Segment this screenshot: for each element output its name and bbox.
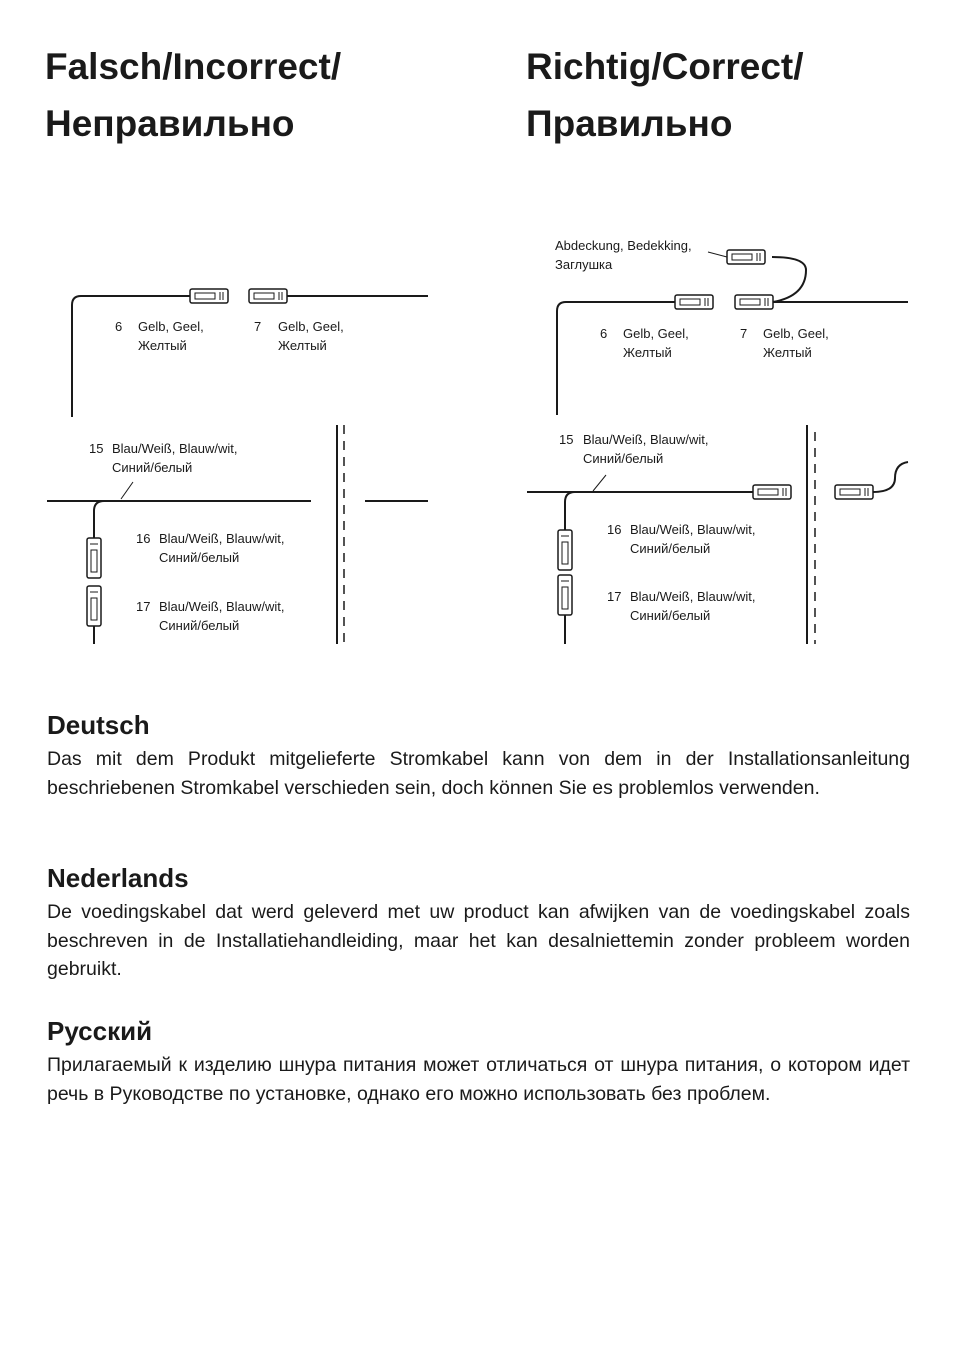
label-15-line1-right: Blau/Weiß, Blauw/wit, <box>583 432 709 447</box>
label-17-num-left: 17 <box>136 599 151 614</box>
label-15-line2-right: Синий/белый <box>583 451 664 466</box>
label-6-line2-left: Желтый <box>138 338 187 353</box>
connector-6-right <box>675 295 713 309</box>
section-title-russian: Русский <box>47 1016 153 1046</box>
wire-6-left <box>72 296 190 417</box>
wire-16-left <box>94 501 104 538</box>
connector-16-right <box>558 530 572 570</box>
label-6-line1-left: Gelb, Geel, <box>138 319 204 334</box>
section-text-nederlands: De voedingskabel dat werd geleverd met uw product kan afwijken van de voedingskabel zoals beschreven in de Installatiehandleiding, maar het kan desalniettemin zonder probleem worden gebruikt. <box>47 901 910 980</box>
connector-16-left <box>87 538 101 578</box>
label-cover-line1: Abdeckung, Bedekking, <box>555 238 692 253</box>
heading-incorrect-line2: Неправильно <box>45 103 295 144</box>
connector-15-mate <box>835 485 873 499</box>
connector-17-left <box>87 586 101 626</box>
label-7-line1-right: Gelb, Geel, <box>763 326 829 341</box>
label-17-line2-left: Синий/белый <box>159 618 240 633</box>
label-7-line1-left: Gelb, Geel, <box>278 319 344 334</box>
label-7-line2-right: Желтый <box>763 345 812 360</box>
connector-7-left <box>249 289 287 303</box>
label-17-line1-left: Blau/Weiß, Blauw/wit, <box>159 599 285 614</box>
connector-15-right <box>753 485 791 499</box>
connector-17-right <box>558 575 572 615</box>
pointer-cover <box>708 252 727 257</box>
label-7-num-left: 7 <box>254 319 262 334</box>
label-16-num-left: 16 <box>136 531 151 546</box>
heading-correct-line2: Правильно <box>526 103 733 144</box>
section-deutsch <box>47 709 910 802</box>
label-16-line2-right: Синий/белый <box>630 541 711 556</box>
section-text-russian: Прилагаемый к изделию шнура питания может отличаться от шнура питания, о котором идет речь в Руководстве по установке, однако его можно использовать без проблем. <box>47 1054 910 1105</box>
section-title-nederlands: Nederlands <box>47 863 189 893</box>
label-16-num-right: 16 <box>607 522 622 537</box>
diagram-incorrect <box>47 289 428 644</box>
wire-15-mate <box>873 462 908 492</box>
label-15-num-left: 15 <box>89 441 104 456</box>
section-title-deutsch: Deutsch <box>47 710 150 740</box>
label-16-line1-right: Blau/Weiß, Blauw/wit, <box>630 522 756 537</box>
label-17-num-right: 17 <box>607 589 622 604</box>
label-6-line2-right: Желтый <box>623 345 672 360</box>
label-15-line1-left: Blau/Weiß, Blauw/wit, <box>112 441 238 456</box>
cover-cap <box>727 250 765 264</box>
section-russian <box>47 1015 910 1108</box>
pointer-15-right <box>593 475 606 491</box>
label-15-line2-left: Синий/белый <box>112 460 193 475</box>
wire-16-right <box>565 492 575 530</box>
diagram-correct <box>527 250 908 644</box>
connector-6-left <box>190 289 228 303</box>
heading-incorrect-line1: Falsch/Incorrect/ <box>45 46 342 87</box>
wire-cover-loop <box>772 257 806 302</box>
label-6-num-right: 6 <box>600 326 608 341</box>
label-15-num-right: 15 <box>559 432 574 447</box>
section-nederlands <box>47 862 910 984</box>
heading-correct-line1: Richtig/Correct/ <box>526 46 804 87</box>
label-16-line2-left: Синий/белый <box>159 550 240 565</box>
label-7-num-right: 7 <box>740 326 748 341</box>
pointer-15-left <box>121 482 133 499</box>
label-6-num-left: 6 <box>115 319 123 334</box>
label-6-line1-right: Gelb, Geel, <box>623 326 689 341</box>
label-17-line1-right: Blau/Weiß, Blauw/wit, <box>630 589 756 604</box>
label-cover-line2: Заглушка <box>555 257 613 272</box>
label-16-line1-left: Blau/Weiß, Blauw/wit, <box>159 531 285 546</box>
connector-7-right <box>735 295 773 309</box>
label-17-line2-right: Синий/белый <box>630 608 711 623</box>
label-7-line2-left: Желтый <box>278 338 327 353</box>
section-text-deutsch: Das mit dem Produkt mitgelieferte Stromkabel kann von dem in der Installationsanleitung beschriebenen Stromkabel verschieden sein, doch können Sie es problemlos verwenden. <box>47 748 910 799</box>
